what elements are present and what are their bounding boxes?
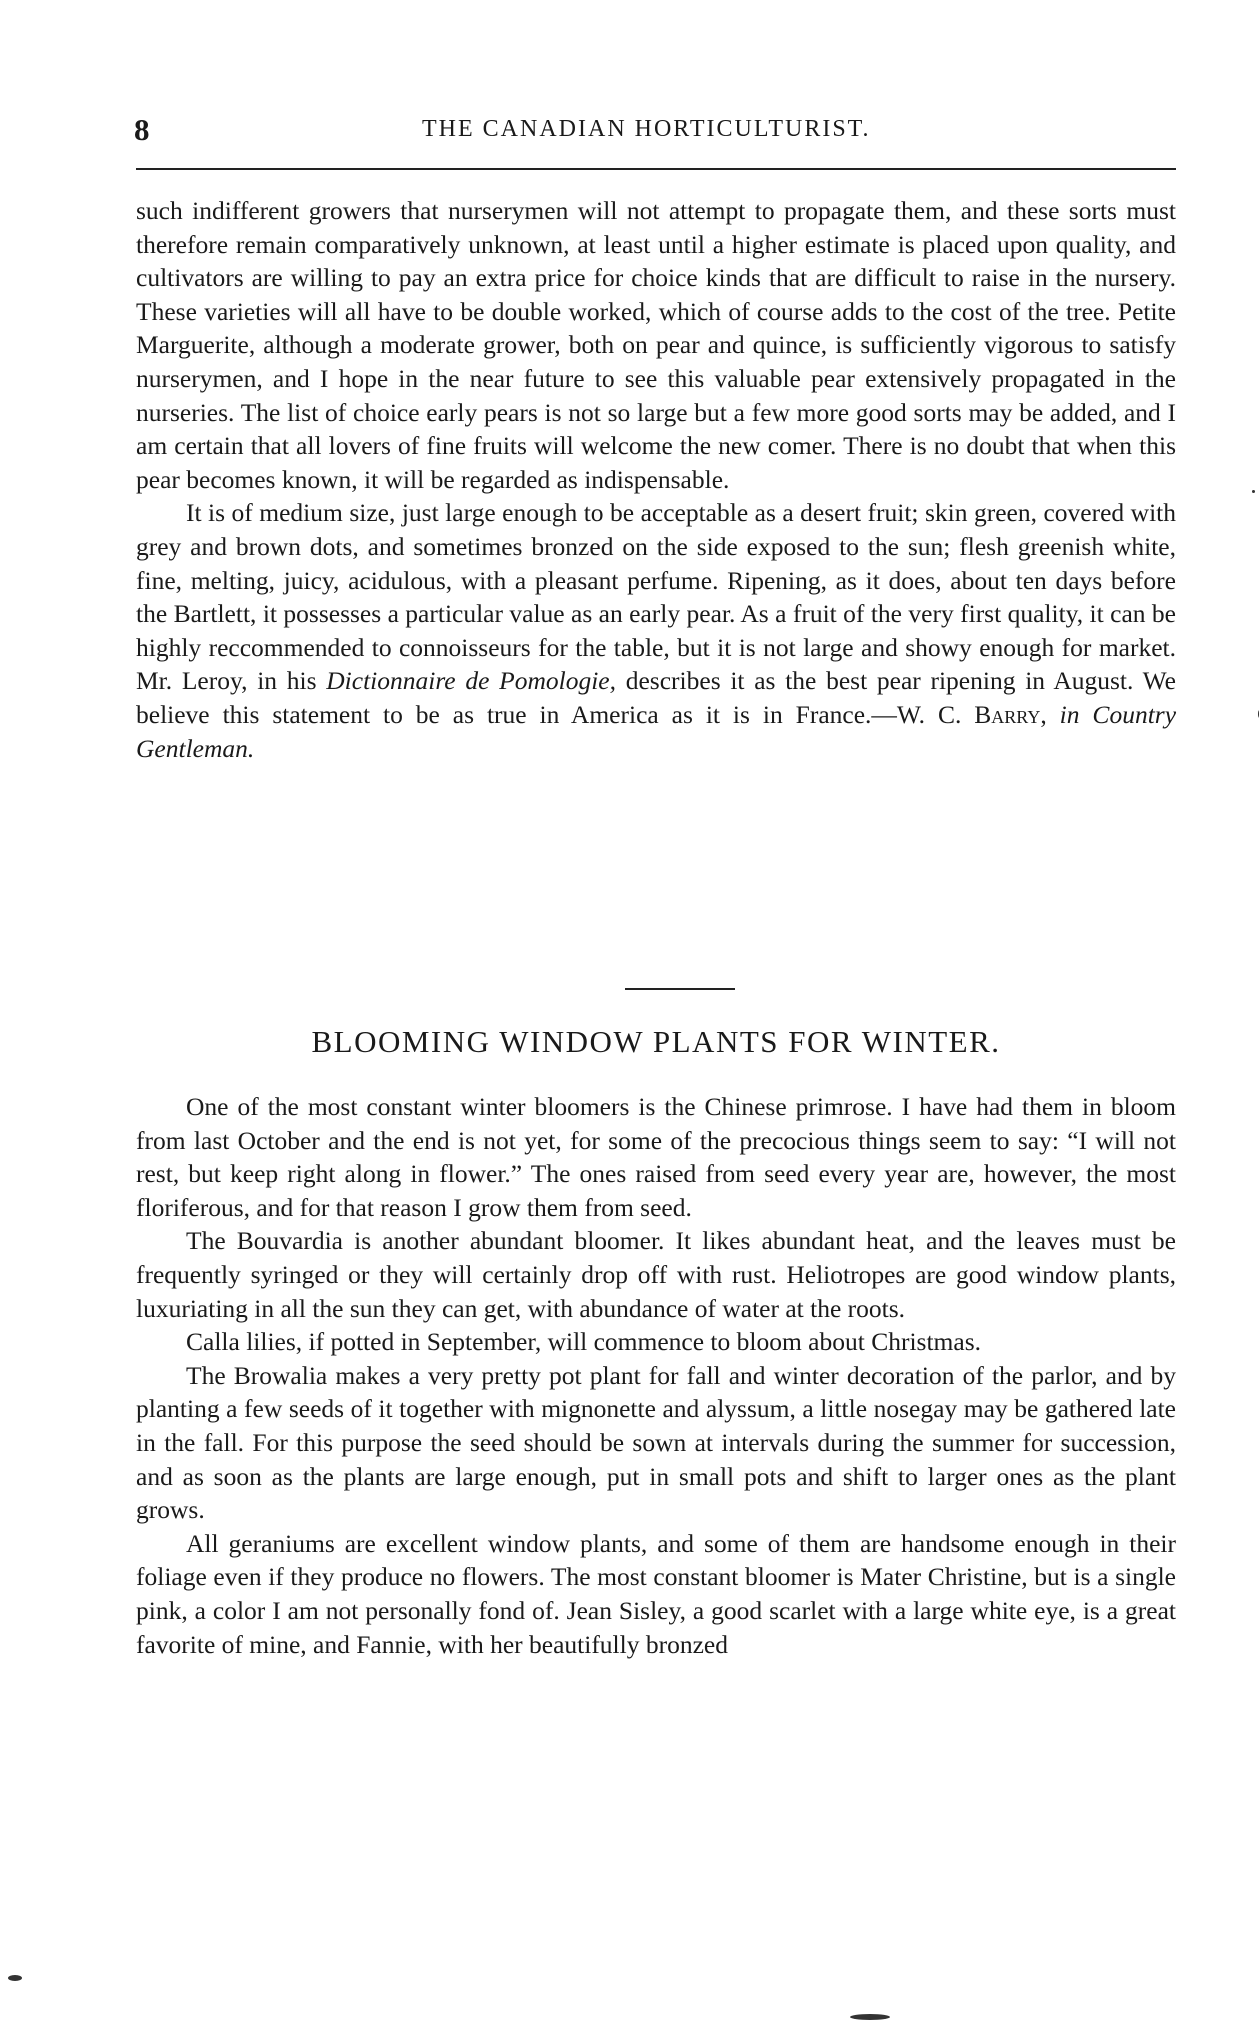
- article-paragraph: The Browalia makes a very pretty pot plant for fall and winter decoration of the parlor, and by planting a few seeds of it together with mignonette and alyssum, a little nosegay may be gathered late in the fall. For this purpose the seed should be sown at intervals during the summer for succession, and as soon as the plants are large enough, put in small pots and shift to larger ones as the plant grows.: [136, 1360, 1176, 1525]
- article-paragraph: One of the most constant winter bloomers is the Chinese primrose. I have had them in bloom from last October and the end is not yet, for some of the precocious things seem to say: “I will not rest, but keep right along in flower.” The ones raised from seed every year are, however, the most floriferous, and for that reason I grow them from seed.: [136, 1092, 1176, 1222]
- header-rule: [136, 168, 1176, 170]
- author-name: Barry,: [974, 699, 1047, 729]
- book-title: Dictionnaire de Pomologie,: [326, 666, 616, 696]
- section-divider: [625, 988, 735, 990]
- page-number: 8: [134, 112, 150, 147]
- scan-speck: [8, 1975, 22, 1981]
- paragraph-2-text-end: describes it as the best pear ripening in August. We believe this statement to be as true in America as it is in France.—W. C.: [136, 666, 1176, 729]
- continued-paragraph-1: such indifferent growers that nurserymen will not attempt to propagate them, and these sorts must therefore remain comparatively unknown, at least until a higher estimate is placed upon quality, and cultivators are willing to pay an extra price for choice kinds that are difficult to raise in the nursery. These varieties will all have to be double worked, which of course adds to the cost of the tree. Petite Marguerite, although a moderate grower, both on pear and quince, is sufficiently vigorous to satisfy nurserymen, and I hope in the near future to see this valuable pear extensively propagated in the nurseries. The list of choice early pears is not so large but a few more good sorts may be added, and I am certain that all lovers of fine fruits will welcome the new comer. There is no doubt that when this pear becomes known, it will be regarded as indispensable.: [136, 196, 1176, 494]
- scan-speck: [1252, 490, 1255, 493]
- running-head: [132, 108, 1177, 148]
- article-paragraph: The Bouvardia is another abundant bloomer. It likes abundant heat, and the leaves must be frequently syringed or they will certainly drop off with rust. Heliotropes are good window plants, luxuriating in all the sun they can get, with abundance of water at the roots.: [136, 1226, 1176, 1323]
- continued-paragraph-2: [136, 496, 1176, 765]
- article-paragraph: Calla lilies, if potted in September, will commence to bloom about Christmas.: [186, 1327, 982, 1357]
- continued-article: [136, 194, 1176, 765]
- article-body: [136, 1090, 1176, 1661]
- source-publication: in Country Gentleman.: [136, 699, 1177, 763]
- journal-title: THE CANADIAN HORTICULTURIST.: [422, 116, 871, 142]
- article-title: BLOOMING WINDOW PLANTS FOR WINTER.: [311, 1024, 1001, 1059]
- scan-speck: [850, 2014, 890, 2020]
- paragraph-2-text: It is of medium size, just large enough to be acceptable as a desert fruit; skin green, covered with grey and brown dots, and sometimes bronzed on the side exposed to the sun; flesh greenish white, fine, melting, juicy, acidulous, with a pleasant perfume. Ripening, as it does, about ten days before the Bartlett, it possesses a particular value as an early pear. As a fruit of the very first quality, it can be highly reccommended to connoisseurs for the table, but it is not large and showy enough for market. Mr. Leroy, in his: [136, 498, 1176, 696]
- article-paragraph: All geraniums are excellent window plants, and some of them are handsome enough in their foliage even if they produce no flowers. The most constant bloomer is Mater Christine, but is a single pink, a color I am not personally fond of. Jean Sisley, a good scarlet with a large white eye, is a great favorite of mine, and Fannie, with her beautifully bronzed: [136, 1528, 1176, 1659]
